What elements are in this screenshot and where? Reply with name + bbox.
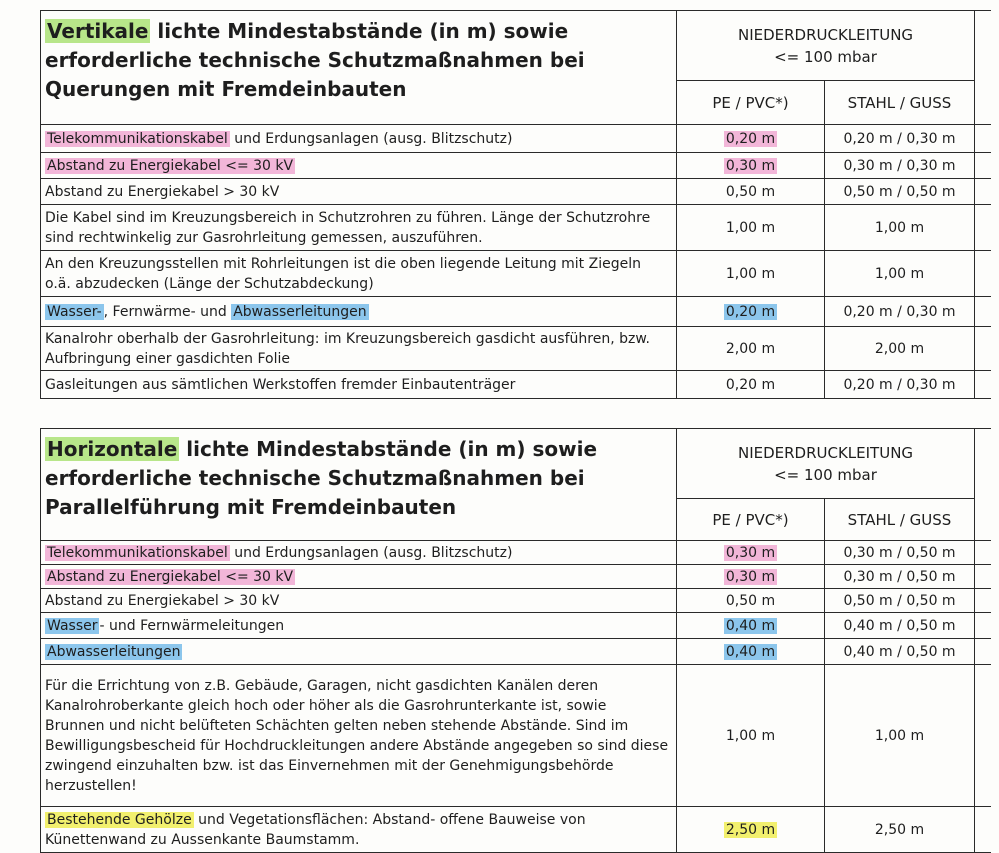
group-header-line2: <= 100 mbar (774, 465, 877, 484)
value-pe: 0,50 m (677, 589, 825, 613)
table-row (41, 371, 991, 399)
value-pe: 0,40 m (677, 613, 825, 639)
group-header-line1: NIEDERDRUCKLEITUNG (737, 25, 914, 44)
value-pe: 0,30 m (677, 541, 825, 565)
column-header-pe-pvc: PE / PVC*) (677, 499, 825, 541)
table-row (41, 297, 991, 327)
horizontal-distances-table (40, 428, 991, 853)
row-description: Telekommunikationskabel und Erdungsanlagen (ausg. Blitzschutz) (41, 541, 677, 565)
row-description: Bestehende Gehölze und Vegetationsflächen: Abstand- offene Bauweise von Künettenwand zu Aussenkante Baumstamm. (41, 807, 677, 853)
value-steel: 0,30 m / 0,50 m (825, 565, 975, 589)
table-row (41, 589, 991, 613)
column-header-steel-cast: STAHL / GUSS (825, 81, 975, 125)
value-steel: 0,30 m / 0,30 m (825, 153, 975, 179)
table-row (41, 807, 991, 853)
table-row (41, 327, 991, 371)
value-steel: 0,20 m / 0,30 m (825, 297, 975, 327)
value-steel: 0,50 m / 0,50 m (825, 179, 975, 205)
value-pe: 0,20 m (677, 125, 825, 153)
value-steel: 2,50 m (825, 807, 975, 853)
table-row (41, 153, 991, 179)
row-description: Telekommunikationskabel und Erdungsanlagen (ausg. Blitzschutz) (41, 125, 677, 153)
column-header-pe-pvc: PE / PVC*) (677, 81, 825, 125)
value-pe: 1,00 m (677, 665, 825, 807)
value-steel: 2,00 m (825, 327, 975, 371)
row-description: Gasleitungen aus sämtlichen Werkstoffen fremder Einbautenträger (41, 371, 677, 399)
value-pe: 1,00 m (677, 205, 825, 251)
row-description: Abwasserleitungen (41, 639, 677, 665)
title-highlight: Horizontale (47, 437, 178, 461)
table-row (41, 565, 991, 589)
value-pe: 0,30 m (677, 565, 825, 589)
table-row (41, 639, 991, 665)
value-steel: 1,00 m (825, 251, 975, 297)
table-row (41, 665, 991, 807)
column-header-steel-cast: STAHL / GUSS (825, 499, 975, 541)
value-steel: 0,20 m / 0,30 m (825, 371, 975, 399)
value-pe: 2,00 m (677, 327, 825, 371)
row-description: Die Kabel sind im Kreuzungsbereich in Schutzrohren zu führen. Länge der Schutzrohre sind rechtwinkelig zur Gasrohrleitung gemessen, auszuführen. (41, 205, 677, 251)
value-pe: 2,50 m (677, 807, 825, 853)
row-description: Abstand zu Energiekabel <= 30 kV (41, 565, 677, 589)
group-header-line2: <= 100 mbar (774, 47, 877, 66)
title-text: lichte Mindestabstände (in m) sowie erforderliche technische Schutzmaßnahmen bei Querungen mit Fremdeinbauten (45, 19, 585, 101)
value-pe: 0,20 m (677, 371, 825, 399)
title-highlight: Vertikale (47, 19, 149, 43)
value-steel: 0,50 m / 0,50 m (825, 589, 975, 613)
table-row (41, 205, 991, 251)
group-header (677, 11, 975, 81)
value-steel: 0,40 m / 0,50 m (825, 613, 975, 639)
value-steel: 0,30 m / 0,50 m (825, 541, 975, 565)
row-description: Wasser - und Fernwärmeleitungen (41, 613, 677, 639)
row-description: Abstand zu Energiekabel <= 30 kV (41, 153, 677, 179)
title-text: lichte Mindestabstände (in m) sowie erforderliche technische Schutzmaßnahmen bei Parallelführung mit Fremdeinbauten (45, 437, 598, 519)
table-title (41, 429, 677, 541)
group-header-line1: NIEDERDRUCKLEITUNG (737, 443, 914, 462)
value-steel: 0,40 m / 0,50 m (825, 639, 975, 665)
table-row (41, 125, 991, 153)
row-description: Abstand zu Energiekabel > 30 kV (41, 589, 677, 613)
value-pe: 0,30 m (677, 153, 825, 179)
table-row (41, 613, 991, 639)
row-description: Kanalrohr oberhalb der Gasrohrleitung: im Kreuzungsbereich gasdicht ausführen, bzw. Aufbringung einer gasdichten Folie (41, 327, 677, 371)
row-description: An den Kreuzungsstellen mit Rohrleitungen ist die oben liegende Leitung mit Ziegeln o.ä. abzudecken (Länge der Schutzabdeckung) (41, 251, 677, 297)
row-description: Wasser- , Fernwärme- und Abwasserleitungen (41, 297, 677, 327)
table-row (41, 179, 991, 205)
value-pe: 0,20 m (677, 297, 825, 327)
value-steel: 1,00 m (825, 205, 975, 251)
value-pe: 0,50 m (677, 179, 825, 205)
row-description: Für die Errichtung von z.B. Gebäude, Garagen, nicht gasdichten Kanälen deren Kanalrohroberkante gleich hoch oder höher als die Gasrohrunterkante ist, sowie Brunnen und nicht belüfteten Schächten gelten neben stehende Abstände. Sind im Bewilligungsbescheid für Hochdruckleitungen andere Abstände angegeben so sind diese zwingend einzuhalten bzw. ist das Einvernehmen mit der Genehmigungsbehörde herzustellen! (41, 665, 677, 807)
group-header (677, 429, 975, 499)
table-title (41, 11, 677, 125)
row-description: Abstand zu Energiekabel > 30 kV (41, 179, 677, 205)
table-row (41, 541, 991, 565)
value-pe: 0,40 m (677, 639, 825, 665)
value-steel: 1,00 m (825, 665, 975, 807)
value-steel: 0,20 m / 0,30 m (825, 125, 975, 153)
table-row (41, 251, 991, 297)
vertical-distances-table (40, 10, 991, 399)
value-pe: 1,00 m (677, 251, 825, 297)
